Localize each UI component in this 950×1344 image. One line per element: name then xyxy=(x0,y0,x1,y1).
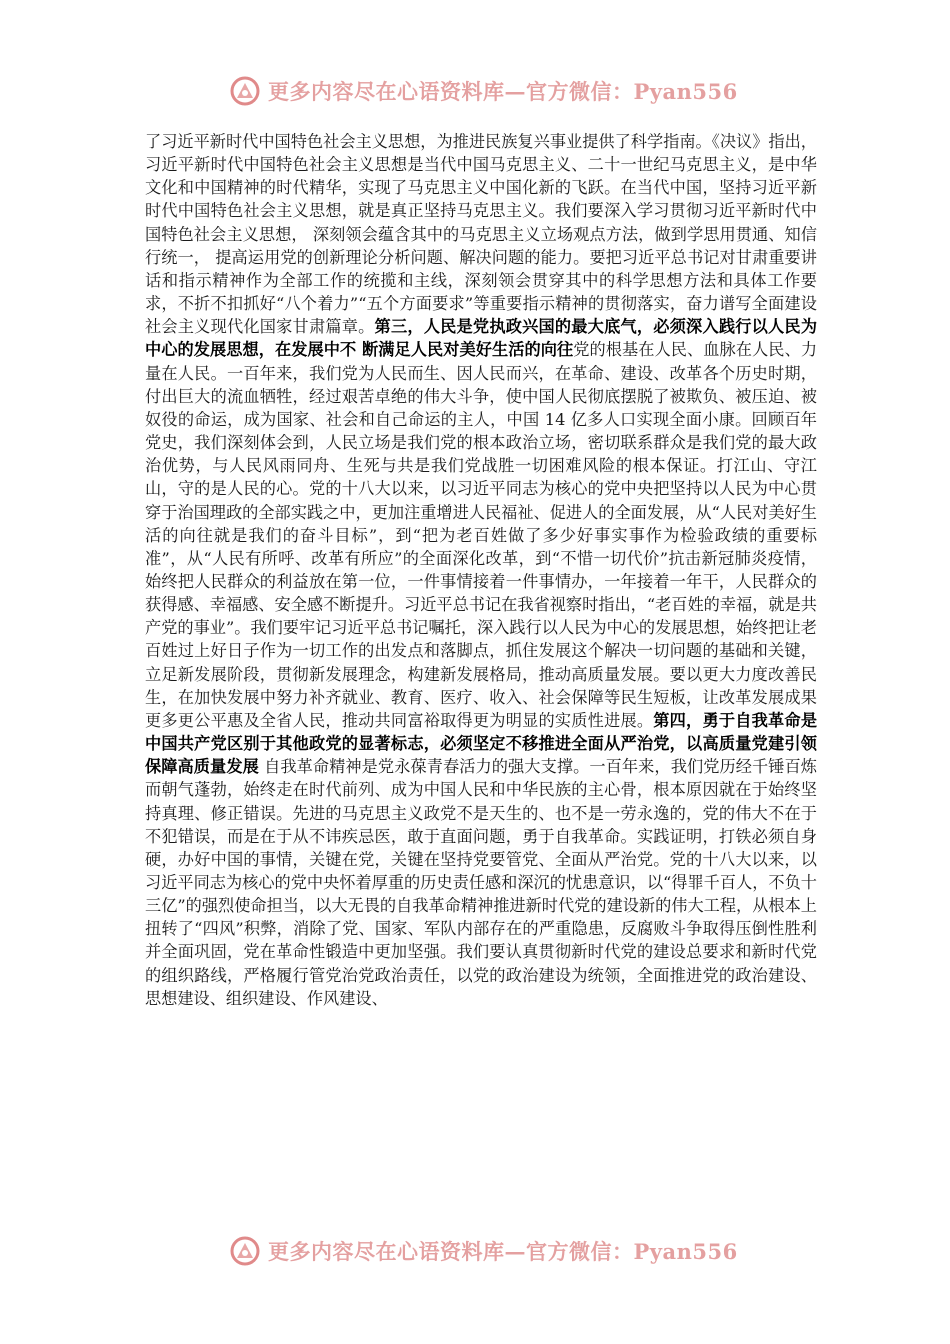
body-text-third: 党的根基在人民、血脉在人民、力量在人民。一百年来，我们党为人民而生、因人民而兴，在革命、建设、改革各个历史时期，付出巨大的流血牺牲，经过艰苦卓绝的伟大斗争，使中国人民彻底摆脱了被欺负、被压迫、被奴役的命运，成为国家、社会和自己命运的主人，中国 14 亿多人口实现全面小康。回顾百年党史，我们深刻体会到，人民立场是我们党的根本政治立场，密切联系群众是我们党的最大政治优势，与人民风雨同舟、生死与共是我们党战胜一切困难风险的根本保证。打江山、守江山，守的是人民的心。党的十八大以来，以习近平同志为核心的党中央把坚持以人民为中心贯穿于治国理政的全部实践之中，更加注重增进人民福祉、促进人的全面发展，从“人民对美好生活的向往就是我们的奋斗目标”，到“把为老百姓做了多少好事实事作为检验政绩的重要标准”，从“人民有所呼、改革有所应”的全面深化改革，到“不惜一切代价”抗击新冠肺炎疫情，始终把人民群众的利益放在第一位，一件事情接着一件事情办，一年接着一年干，人民群众的获得感、幸福感、安全感不断提升。习近平总书记在我省视察时指出，“老百姓的幸福，就是共产党的事业”。我们要牢记习近平总书记嘱托，深入践行以人民为中心的发展思想，始终把让老百姓过上好日子作为一切工作的出发点和落脚点，抓住发展这个解决一切问题的基础和关键，立足新发展阶段，贯彻新发展理念，构建新发展格局，推动高质量发展。要以更大力度改善民生，在加快发展中努力补齐就业、教育、医疗、收入、社会保障等民生短板，让改革发展成果更多更公平惠及全省人民，推动共同富裕取得更为明显的实质性进展。 xyxy=(145,340,818,730)
body-text-intro: 了习近平新时代中国特色社会主义思想，为推进民族复兴事业提供了科学指南。《决议》指出，习近平新时代中国特色社会主义思想是当代中国马克思主义、二十一世纪马克思主义，是中华文化和中国精神的时代精华，实现了马克思主义中国化新的飞跃。在当代中国，坚持习近平新时代中国特色社会主义思想，就是真正坚持马克思主义。我们要深入学习贯彻习近平新时代中国特色社会主义思想， 深刻领会蕴含其中的马克思主义立场观点方法，做到学思用贯通、知信行统一， 提高运用党的创新理论分析问题、解决问题的能力。要把习近平总书记对甘肃重要讲话和指示精神作为全部工作的统揽和主线，深刻领会贯穿其中的科学思想方法和具体工作要求，不折不扣抓好“八个着力”“五个方面要求”等重要指示精神的贯彻落实，奋力谱写全面建设社会主义现代化国家甘肃篇章。 xyxy=(145,132,817,337)
section-heading-third: 第三，人民是党执政兴国的最大底气，必须深入践行以人民为中心的发展思想，在发展中不 断满足人民对美好生活的向往 xyxy=(145,317,818,360)
body-paragraph xyxy=(145,130,817,1010)
watermark-logo-icon xyxy=(228,74,262,108)
watermark-text: 更多内容尽在心语资料库—官方微信：Pyan556 xyxy=(268,79,738,104)
watermark-text: 更多内容尽在心语资料库—官方微信：Pyan556 xyxy=(268,1239,738,1264)
body-text-fourth: 自我革命精神是党永葆青春活力的强大支撑。一百年来，我们党历经千锤百炼而朝气蓬勃，始终走在时代前列、成为中国人民和中华民族的主心骨，根本原因就在于始终坚持真理、修正错误。先进的马克思主义政党不是天生的、也不是一劳永逸的，党的伟大不在于不犯错误，而是在于从不讳疾忌医，敢于直面问题，勇于自我革命。实践证明，打铁必须自身硬，办好中国的事情，关键在党，关键在坚持党要管党、全面从严治党。党的十八大以来，以习近平同志为核心的党中央怀着厚重的历史责任感和深沉的忧患意识，以“得罪千百人，不负十三亿”的强烈使命担当，以大无畏的自我革命精神推进新时代党的建设新的伟大工程，从根本上扭转了“四风”积弊，消除了党、国家、军队内部存在的严重隐患，反腐败斗争取得压倒性胜利并全面巩固，党在革命性锻造中更加坚强。我们要认真贯彻新时代党的建设总要求和新时代党的组织路线，严格履行管党治党政治责任，以党的政治建设为统领，全面推进党的政治建设、思想建设、组织建设、作风建设、 xyxy=(145,757,817,1008)
watermark-header xyxy=(228,74,748,108)
document-body xyxy=(145,130,817,1010)
watermark-logo-icon xyxy=(228,1234,262,1268)
watermark-footer xyxy=(228,1234,748,1268)
section-heading-fourth: 第四，勇于自我革命是中国共产党区别于其他政党的显著标志，必须坚定不移推进全面从严治党，以高质量党建引领保障高质量发展 xyxy=(145,710,818,777)
